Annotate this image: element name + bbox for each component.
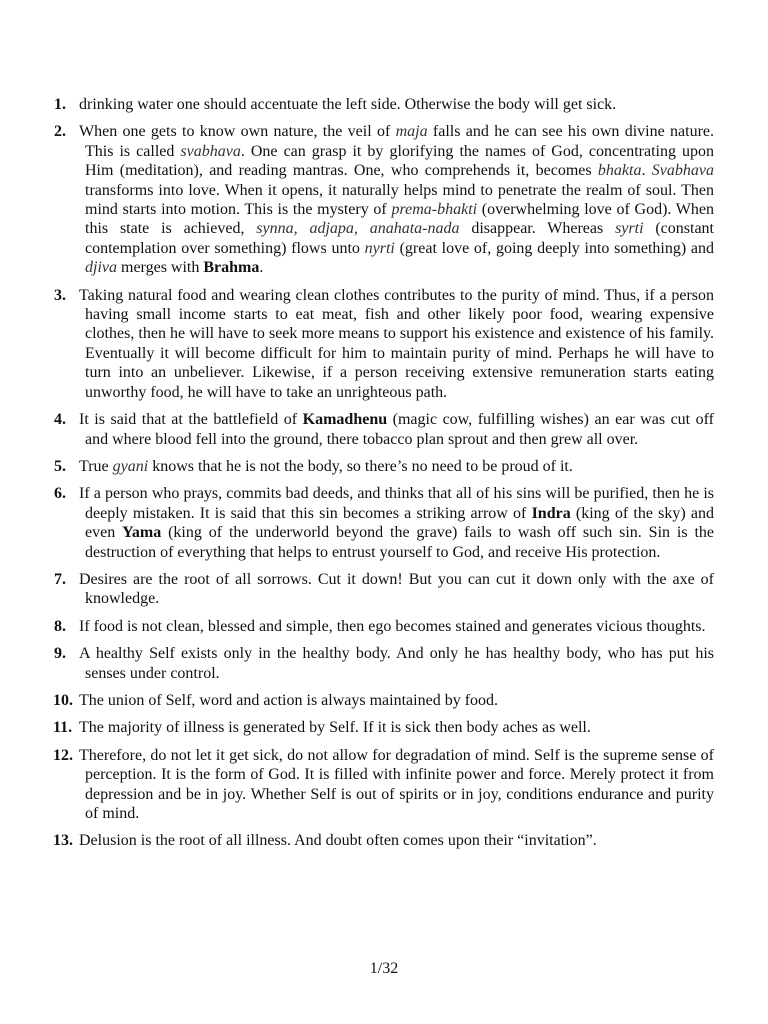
- text-run: falls and he can see his own divine nature. This is called: [85, 123, 714, 160]
- text-run: The union of Self, word and action is always maintained by food.: [79, 691, 499, 709]
- list-item: [54, 410, 714, 449]
- item-text: [79, 286, 714, 402]
- item-number: 6.: [54, 485, 66, 503]
- list-item: [54, 457, 714, 476]
- list-item: [54, 746, 714, 824]
- item-text: [79, 95, 714, 114]
- item-number: 4.: [54, 411, 66, 429]
- list-item: [54, 831, 714, 850]
- list-item: [54, 718, 714, 737]
- list-item: [54, 286, 714, 402]
- list-item: [54, 95, 714, 114]
- list-item: [54, 617, 714, 636]
- item-text: [79, 691, 714, 710]
- text-run: Therefore, do not let it get sick, do not allow for degradation of mind. Self is the supreme sense of perception. It is the form of God. It is filled with infinite power and force. Merely protect it from depression and be in joy. Whether Self is out of spirits or in joy, conditions endurance and purity of mind.: [79, 746, 714, 822]
- item-number: 13.: [53, 832, 73, 850]
- italic-term: djiva: [85, 259, 117, 277]
- text-run: It is said that at the battlefield of: [79, 411, 303, 429]
- item-text: [79, 457, 714, 476]
- bold-term: Indra: [531, 504, 571, 522]
- list-item: [54, 691, 714, 710]
- list-item: [54, 570, 714, 609]
- italic-term: svabhava: [180, 142, 241, 160]
- text-run: merges with: [117, 259, 204, 277]
- item-number: 8.: [54, 617, 66, 635]
- item-text: [79, 122, 714, 277]
- italic-term: bhakta: [597, 162, 642, 180]
- list-item: [54, 644, 714, 683]
- text-run: The majority of illness is generated by Self. If it is sick then body aches as well.: [79, 719, 591, 737]
- text-run: Delusion is the root of all illness. And doubt often comes upon their “invitation”.: [79, 832, 597, 850]
- item-number: 7.: [54, 570, 66, 588]
- text-run: (king of the sky) and even: [85, 504, 714, 542]
- numbered-list: [54, 95, 714, 851]
- item-text: [79, 570, 714, 609]
- text-run: (overwhelming love of God). When this state is achieved,: [85, 201, 715, 238]
- text-run: (great love of, going deeply into something) and: [394, 239, 715, 257]
- item-number: 12.: [53, 746, 73, 764]
- item-text: [79, 644, 714, 683]
- italic-term: syrti: [615, 220, 644, 238]
- text-run: If a person who prays, commits bad deeds, and thinks that all of his sins will be purified, then he is deeply mistaken. It is said that this sin becomes a striking arrow of: [79, 485, 714, 522]
- document-page: [54, 95, 714, 859]
- text-run: disappear. Whereas: [459, 220, 616, 238]
- text-run: (magic cow, fulfilling wishes) an ear was cut off and where blood fell into the ground, there tobacco plan sprout and then grew all over.: [85, 411, 715, 448]
- italic-term: Svabhava: [651, 162, 714, 180]
- italic-term: nyrti: [364, 239, 395, 257]
- page-number: 1/32: [369, 960, 399, 977]
- bold-term: Yama: [122, 524, 162, 542]
- italic-term: synna, adjapa, anahata-nada: [256, 220, 460, 238]
- bold-term: Kamadhenu: [302, 411, 388, 429]
- item-number: 3.: [54, 286, 66, 304]
- item-text: [79, 410, 714, 449]
- italic-term: maja: [395, 123, 428, 141]
- text-run: . One can grasp it by glorifying the names of God, concentrating upon Him (meditation), and reading mantras. One, who comprehends it, becomes: [85, 142, 714, 180]
- item-number: 2.: [54, 123, 66, 141]
- item-number: 9.: [54, 645, 66, 663]
- text-run: knows that he is not the body, so there’s no need to be proud of it.: [148, 457, 573, 475]
- item-number: 11.: [53, 719, 73, 737]
- item-number: 1.: [54, 96, 66, 113]
- italic-term: gyani: [112, 457, 149, 475]
- list-item: [54, 484, 714, 562]
- text-run: (king of the underworld beyond the grave) fails to wash off such sin. Sin is the destruction of everything that helps to entrust yourself to God, and receive His protection.: [85, 524, 715, 561]
- item-number: 5.: [54, 457, 66, 475]
- italic-term: prema-bhakti: [391, 201, 478, 219]
- item-text: [79, 831, 714, 850]
- item-number: 10.: [53, 691, 73, 709]
- text-run: When one gets to know own nature, the veil of: [79, 123, 396, 141]
- text-run: A healthy Self exists only in the healthy body. And only he has healthy body, who has put his senses under control.: [79, 645, 714, 682]
- text-run: .: [641, 162, 652, 180]
- text-run: True: [79, 457, 113, 475]
- item-text: [79, 746, 714, 824]
- text-run: Taking natural food and wearing clean clothes contributes to the purity of mind. Thus, if a person having small income starts to eat meat, fish and other likely poor food, wearing expensive clothes, then he will have to seek more means to support his existence and existence of his family. Eventually it will become difficult for him to maintain purity of mind. Perhaps he will have to turn into an unbeliever. Likewise, if a person receiving extensive remuneration starts eating unworthy food, he will have to take an unrighteous path.: [79, 286, 714, 401]
- list-item: [54, 122, 714, 277]
- item-text: [79, 718, 714, 737]
- text-run: If food is not clean, blessed and simple, then ego becomes stained and generates vicious thoughts.: [79, 617, 706, 635]
- text-run: transforms into love. When it opens, it naturally helps mind to penetrate the realm of soul. Then mind starts into motion. This is the mystery of: [85, 181, 714, 219]
- text-run: Desires are the root of all sorrows. Cut it down! But you can cut it down only with the axe of knowledge.: [79, 570, 714, 608]
- item-text: [79, 484, 714, 562]
- bold-term: Brahma: [203, 259, 260, 277]
- text-run: .: [259, 259, 264, 277]
- item-text: [79, 617, 714, 636]
- text-run: (constant contemplation over something) flows unto: [85, 220, 714, 257]
- text-run: drinking water one should accentuate the left side. Otherwise the body will get sick.: [79, 96, 617, 113]
